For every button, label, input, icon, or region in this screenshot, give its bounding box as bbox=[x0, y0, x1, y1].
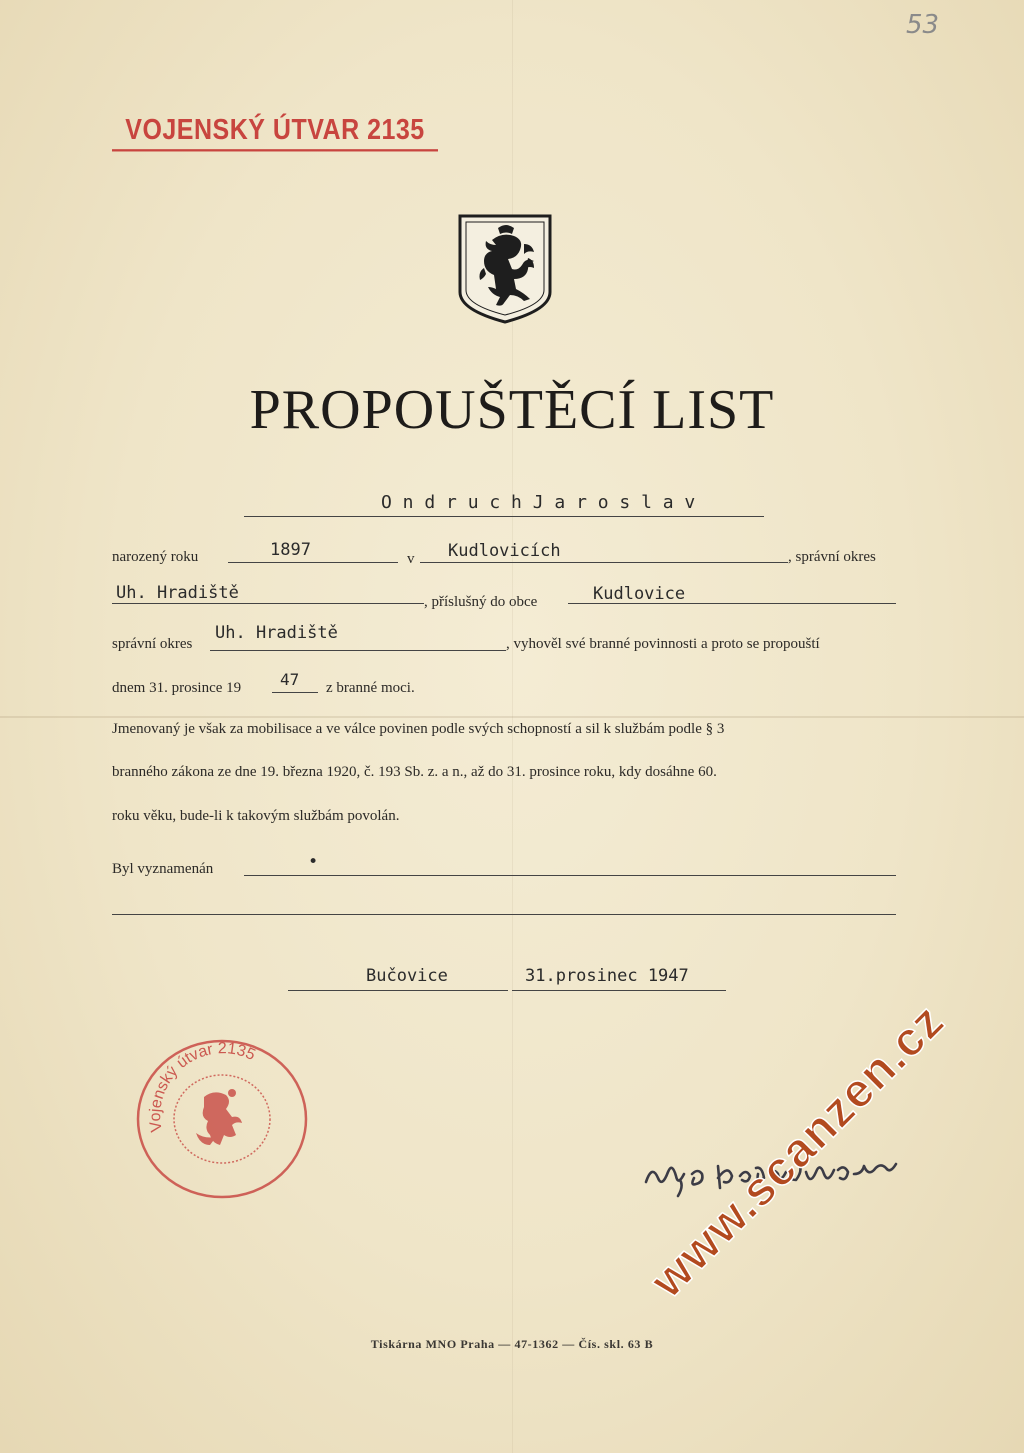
discharge-text-2: z branné moci. bbox=[326, 680, 415, 696]
district-1: Uh. Hradiště bbox=[116, 583, 239, 603]
birth-year: 1897 bbox=[270, 540, 311, 560]
paragraph-line-2: branného zákona ze dne 19. března 1920, č. 193 Sb. z. a n., až do 31. prosince roku, kdy dosáhne 60. bbox=[112, 764, 717, 780]
paragraph-line-3: roku věku, bude-li k takovým službám povolán. bbox=[112, 808, 400, 824]
issue-place: Bučovice bbox=[366, 966, 448, 986]
place-underline bbox=[288, 990, 508, 991]
label-belongs: , příslušný do obce bbox=[424, 594, 538, 610]
seal-text: Vojenský útvar 2135 bbox=[147, 1040, 258, 1134]
label-in: v bbox=[407, 551, 415, 567]
document-title: PROPOUŠTĚCÍ LIST bbox=[249, 379, 775, 441]
birthplace-underline bbox=[420, 562, 788, 563]
unit-stamp: VOJENSKÝ ÚTVAR 2135 bbox=[112, 114, 438, 152]
decorated-value: • bbox=[308, 852, 319, 872]
label-district-2: správní okres bbox=[112, 636, 193, 652]
round-seal-icon bbox=[134, 1035, 310, 1199]
paragraph-line-1: Jmenovaný je však za mobilisace a ve válce povinen podle svých schopností a sil k službám podle § 3 bbox=[112, 721, 725, 737]
coat-of-arms-icon bbox=[458, 214, 552, 324]
decorated-underline-2 bbox=[112, 914, 896, 915]
birth-year-underline bbox=[228, 562, 398, 563]
district-2-underline bbox=[210, 650, 506, 651]
date-underline bbox=[512, 990, 726, 991]
year-suffix-underline bbox=[272, 692, 318, 693]
label-born: narozený roku bbox=[112, 549, 199, 565]
svg-text:Vojenský útvar 2135 bbox=[147, 1040, 258, 1133]
birthplace: Kudlovicích bbox=[448, 541, 561, 561]
label-decorated: Byl vyznamenán bbox=[112, 861, 214, 877]
municipality: Kudlovice bbox=[593, 584, 686, 604]
name-underline bbox=[244, 516, 764, 517]
label-discharge-date: dnem 31. prosince 19 bbox=[112, 680, 242, 696]
district-2: Uh. Hradiště bbox=[215, 623, 338, 643]
district-1-underline bbox=[112, 603, 424, 604]
pencil-mark: 53 bbox=[906, 10, 940, 40]
issue-date: 31.prosinec 1947 bbox=[525, 966, 689, 986]
printer-imprint: Tiskárna MNO Praha — 47-1362 — Čís. skl. 63 B bbox=[370, 1337, 654, 1351]
label-district-1: , správní okres bbox=[788, 549, 876, 565]
discharge-text: , vyhověl své branné povinnosti a proto se propouští bbox=[506, 636, 820, 652]
website-watermark: www.scanzen.cz bbox=[640, 994, 955, 1309]
person-name: O n d r u c h J a r o s l a v bbox=[381, 492, 696, 513]
year-suffix: 47 bbox=[280, 670, 300, 689]
decorated-underline bbox=[244, 875, 896, 876]
municipality-underline bbox=[568, 603, 896, 604]
